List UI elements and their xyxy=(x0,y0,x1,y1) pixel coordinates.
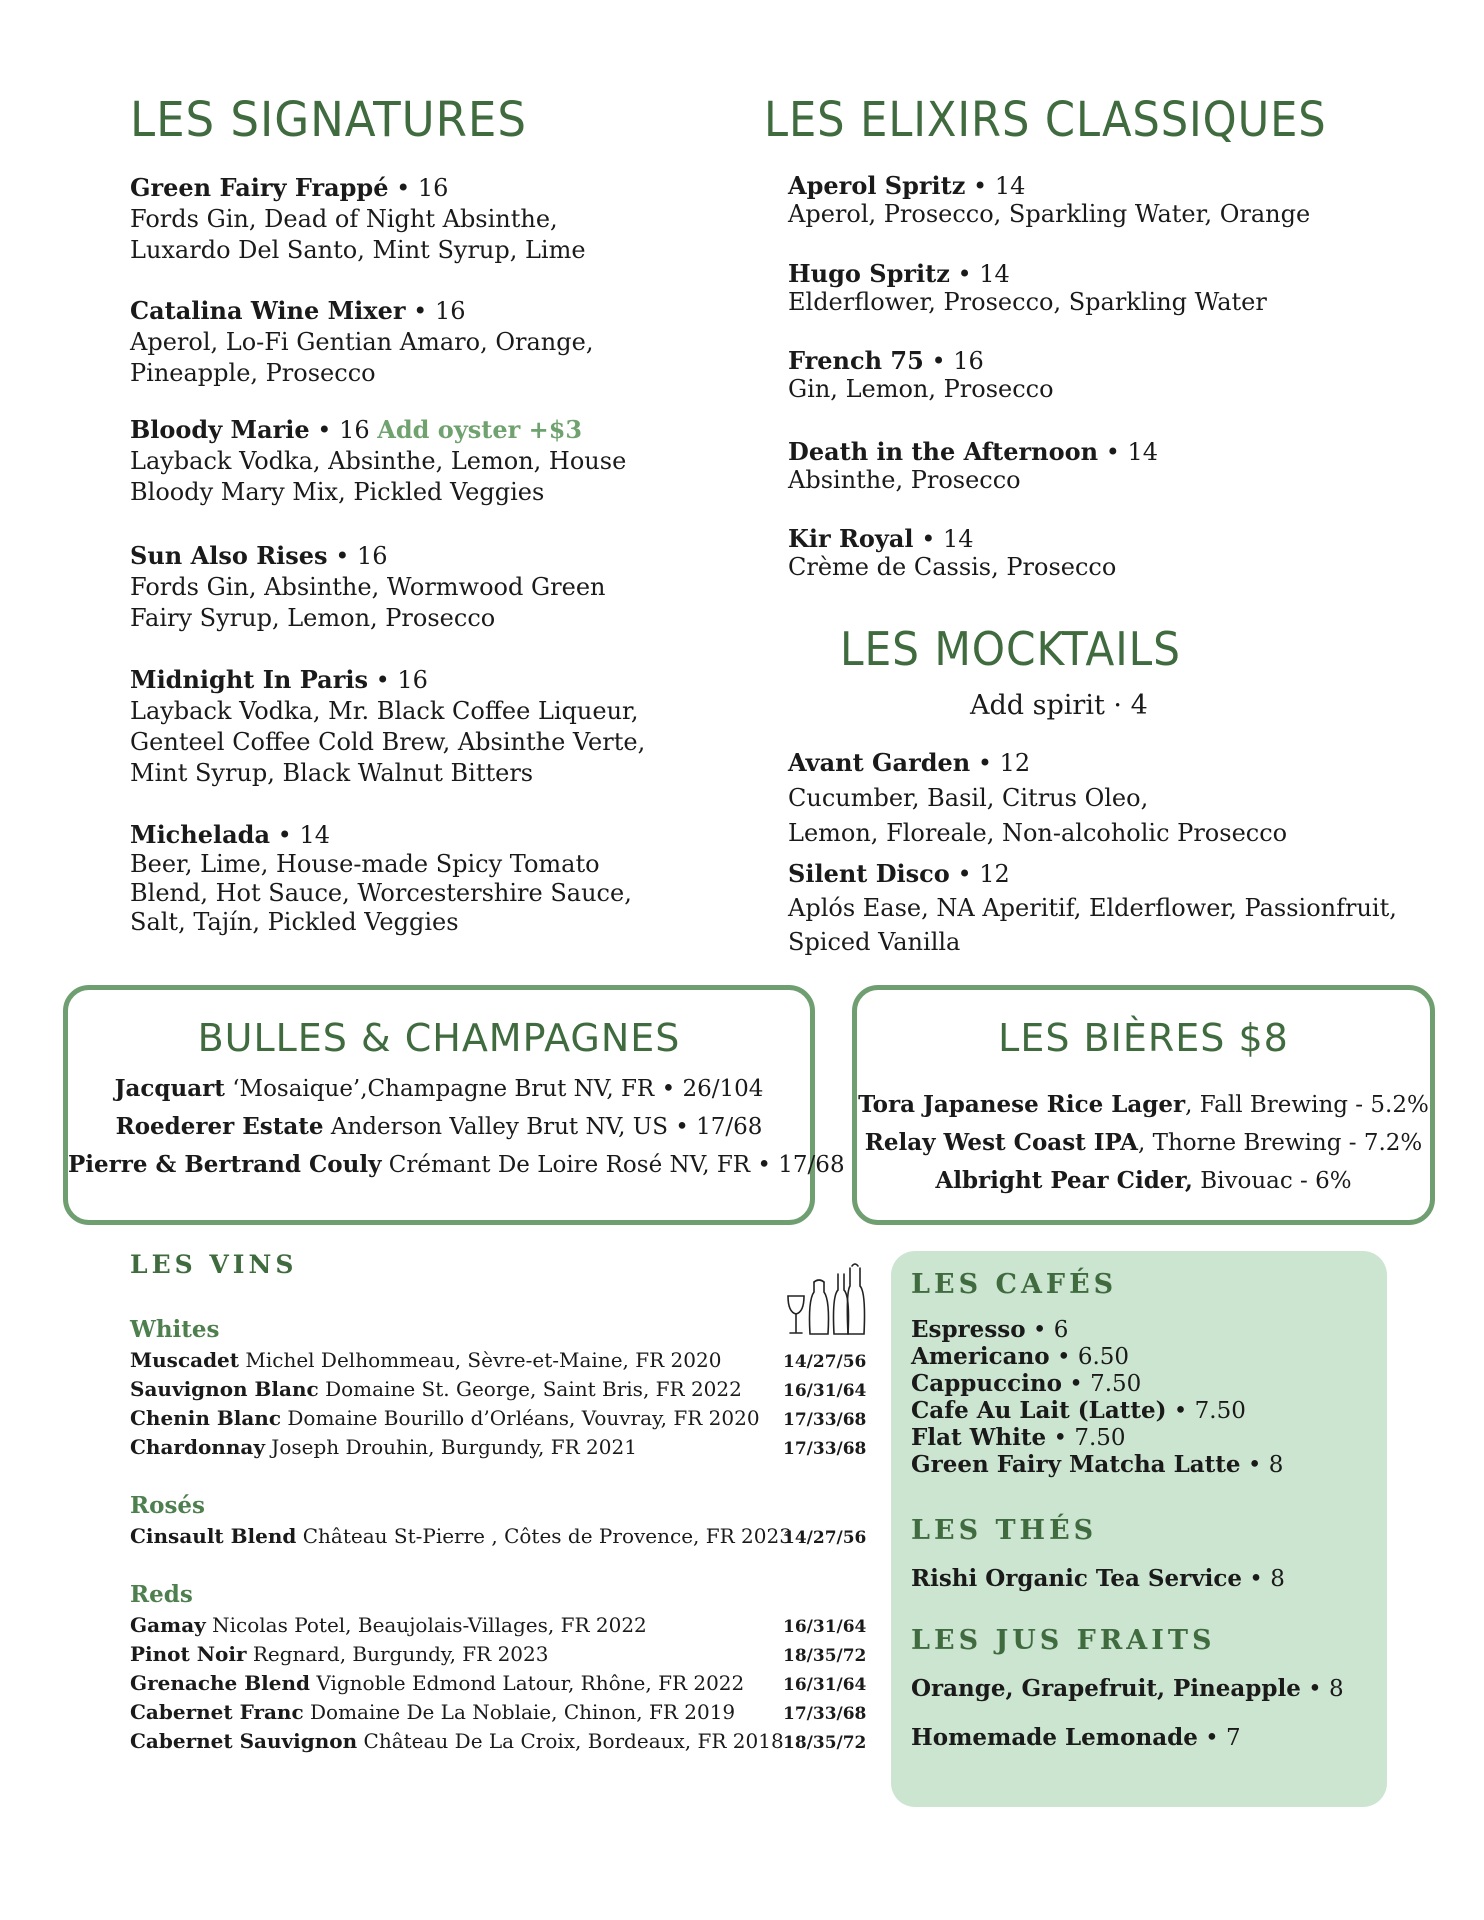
wine-detail: ‘Mosaique’,Champagne Brut NV, FR • 26/104 xyxy=(224,1076,764,1102)
biere-line xyxy=(857,1086,1430,1124)
classiques-title: LES ELIXIRS CLASSIQUES xyxy=(764,92,1327,148)
item-price: • 16 xyxy=(375,666,428,694)
cafe-item xyxy=(911,1451,1283,1479)
item-desc: Fairy Syrup, Lemon, Prosecco xyxy=(130,604,496,632)
wine-variety: Gamay xyxy=(130,1613,206,1637)
item-name: Rishi Organic Tea Service xyxy=(911,1565,1242,1592)
beer-name: Tora Japanese Rice Lager xyxy=(858,1091,1186,1118)
beer-name: Relay West Coast IPA xyxy=(864,1129,1139,1156)
wine-price: 17/33/68 xyxy=(783,1439,867,1459)
wine-detail: Château St-Pierre , Côtes de Provence, FR 2023 xyxy=(296,1524,792,1548)
item-name: Avant Garden xyxy=(788,748,971,777)
item-price: • 7.50 xyxy=(1061,1371,1142,1397)
item-desc: Elderflower, Prosecco, Sparkling Water xyxy=(788,288,1267,316)
wine-detail: Anderson Valley Brut NV, US • 17/68 xyxy=(323,1114,763,1140)
bulles-line xyxy=(68,1146,845,1184)
mocktails-subtitle: Add spirit · 4 xyxy=(970,690,1148,721)
bulles-line xyxy=(68,1070,810,1108)
menu-item xyxy=(130,414,626,508)
item-price: • 6.50 xyxy=(1049,1344,1130,1370)
wine-row xyxy=(130,1729,870,1757)
item-name: Silent Disco xyxy=(788,859,950,888)
roses-label: Rosés xyxy=(130,1492,205,1519)
juice-item xyxy=(911,1675,1344,1703)
add-oyster-note: Add oyster +$3 xyxy=(377,415,583,444)
wine-variety: Grenache Blend xyxy=(130,1671,310,1695)
wine-detail: Domaine St. George, Saint Bris, FR 2022 xyxy=(318,1377,742,1401)
wine-detail: Domaine De La Noblaie, Chinon, FR 2019 xyxy=(303,1700,736,1724)
item-name: Hugo Spritz xyxy=(788,259,950,288)
wine-name: Pierre & Bertrand Couly xyxy=(68,1151,382,1178)
item-desc: Salt, Tajín, Pickled Veggies xyxy=(130,908,459,936)
wine-variety: Cabernet Sauvignon xyxy=(130,1729,358,1753)
wine-row xyxy=(130,1700,870,1728)
wine-variety: Muscadet xyxy=(130,1348,240,1372)
item-name: Midnight In Paris xyxy=(130,665,368,694)
wine-variety: Chardonnay xyxy=(130,1435,265,1459)
menu-item xyxy=(788,347,1054,403)
wine-variety: Cabernet Franc xyxy=(130,1700,304,1724)
cafe-item xyxy=(911,1397,1246,1425)
wine-detail: Michel Delhommeau, Sèvre-et-Maine, FR 2020 xyxy=(239,1348,722,1372)
bulles-title: BULLES & CHAMPAGNES xyxy=(197,1016,681,1060)
item-name: Aperol Spritz xyxy=(788,171,966,200)
wine-name: Roederer Estate xyxy=(115,1113,324,1140)
item-desc: Pineapple, Prosecco xyxy=(130,359,376,387)
biere-line xyxy=(857,1124,1430,1162)
cafes-panel xyxy=(891,1251,1387,1807)
tea-item xyxy=(911,1565,1285,1593)
item-name: Homemade Lemonade xyxy=(911,1724,1198,1751)
item-price: • 14 xyxy=(957,260,1010,288)
wine-detail: Crémant De Loire Rosé NV, FR • 17/68 xyxy=(381,1152,845,1178)
bieres-title: LES BIÈRES $8 xyxy=(998,1016,1289,1060)
menu-item xyxy=(788,438,1158,494)
wine-price: 16/31/64 xyxy=(783,1617,867,1637)
reds-label: Reds xyxy=(130,1581,193,1608)
item-name: Cappuccino xyxy=(911,1370,1062,1397)
item-name: Kir Royal xyxy=(788,524,914,553)
wine-row xyxy=(130,1406,870,1434)
beer-detail: , Fall Brewing - 5.2% xyxy=(1185,1092,1429,1118)
cafes-title: LES CAFÉS xyxy=(911,1269,1118,1300)
wine-detail: Domaine Bourillo d’Orléans, Vouvray, FR 2020 xyxy=(281,1406,760,1430)
menu-item xyxy=(788,745,1287,851)
item-price: • 12 xyxy=(977,749,1031,777)
wine-price: 18/35/72 xyxy=(783,1733,867,1753)
item-desc: Layback Vodka, Mr. Black Coffee Liqueur, xyxy=(130,697,639,725)
jus-title: LES JUS FRAITS xyxy=(911,1625,1216,1656)
wine-variety: Cinsault Blend xyxy=(130,1524,297,1548)
wine-price: 17/33/68 xyxy=(783,1704,867,1724)
bieres-box xyxy=(852,985,1435,1225)
wine-price: 16/31/64 xyxy=(783,1675,867,1695)
wine-price: 18/35/72 xyxy=(783,1646,867,1666)
wine-detail: Regnard, Burgundy, FR 2023 xyxy=(246,1642,549,1666)
item-name: Orange, Grapefruit, Pineapple xyxy=(911,1675,1301,1702)
item-price: • 8 xyxy=(1240,1452,1284,1478)
item-desc: Fords Gin, Dead of Night Absinthe, xyxy=(130,205,558,233)
menu-item xyxy=(130,820,632,937)
item-desc: Luxardo Del Santo, Mint Syrup, Lime xyxy=(130,236,586,264)
wine-detail: Vignoble Edmond Latour, Rhône, FR 2022 xyxy=(310,1671,745,1695)
wine-variety: Sauvignon Blanc xyxy=(130,1377,319,1401)
wine-row xyxy=(130,1435,870,1463)
item-price: • 6 xyxy=(1025,1317,1069,1343)
menu-item xyxy=(130,664,645,789)
item-price: • 14 xyxy=(277,821,330,849)
wine-row xyxy=(130,1613,870,1641)
item-name: Michelada xyxy=(130,820,271,849)
wine-row xyxy=(130,1377,870,1405)
item-desc: Absinthe, Prosecco xyxy=(788,466,1021,494)
wine-variety: Pinot Noir xyxy=(130,1642,247,1666)
item-desc: Crème de Cassis, Prosecco xyxy=(788,553,1117,581)
beer-name: Albright Pear Cider, xyxy=(935,1167,1193,1194)
item-price: • 16 xyxy=(335,542,388,570)
item-price: • 16 xyxy=(413,297,466,325)
vins-title: LES VINS xyxy=(130,1250,298,1279)
wine-row xyxy=(130,1524,870,1552)
item-name: Sun Also Rises xyxy=(130,541,328,570)
item-name: Flat White xyxy=(911,1424,1047,1451)
item-name: French 75 xyxy=(788,346,924,375)
juice-item xyxy=(911,1724,1241,1752)
item-price: • 7.50 xyxy=(1046,1425,1126,1451)
item-name: Green Fairy Frappé xyxy=(130,173,389,202)
item-name: Espresso xyxy=(911,1316,1026,1343)
item-desc: Lemon, Floreale, Non-alcoholic Prosecco xyxy=(788,819,1288,847)
item-desc: Bloody Mary Mix, Pickled Veggies xyxy=(130,478,545,506)
item-desc: Fords Gin, Absinthe, Wormwood Green xyxy=(130,573,606,601)
cafe-item xyxy=(911,1343,1129,1371)
item-price: • 8 xyxy=(1300,1676,1344,1702)
beer-detail: , Thorne Brewing - 7.2% xyxy=(1138,1130,1423,1156)
item-price: • 8 xyxy=(1242,1566,1285,1592)
menu-item xyxy=(788,857,1397,959)
item-desc: Genteel Coffee Cold Brew, Absinthe Verte, xyxy=(130,728,646,756)
item-name: Americano xyxy=(911,1343,1050,1370)
item-name: Catalina Wine Mixer xyxy=(130,296,406,325)
item-desc: Blend, Hot Sauce, Worcestershire Sauce, xyxy=(130,879,632,907)
menu-item xyxy=(788,260,1267,316)
item-price: • 16 xyxy=(396,174,449,202)
item-desc: Gin, Lemon, Prosecco xyxy=(788,375,1054,403)
wine-row xyxy=(130,1348,870,1376)
item-desc: Aperol, Prosecco, Sparkling Water, Orange xyxy=(788,200,1311,228)
item-name: Green Fairy Matcha Latte xyxy=(911,1451,1241,1478)
whites-label: Whites xyxy=(130,1316,220,1343)
menu-item xyxy=(788,172,1310,228)
item-price: • 14 xyxy=(921,525,974,553)
wine-price: 14/27/56 xyxy=(783,1528,867,1548)
item-price: • 16 xyxy=(931,347,984,375)
wine-detail: Joseph Drouhin, Burgundy, FR 2021 xyxy=(264,1435,637,1459)
bulles-box xyxy=(63,985,845,1225)
item-price: • 14 xyxy=(1105,438,1159,466)
item-price: • 12 xyxy=(957,860,1010,888)
beer-detail: Bivouac - 6% xyxy=(1192,1168,1352,1194)
item-desc: Beer, Lime, House-made Spicy Tomato xyxy=(130,850,600,878)
item-name: Death in the Afternoon xyxy=(788,437,1099,466)
item-price: • 14 xyxy=(973,172,1026,200)
item-price: • 7 xyxy=(1197,1725,1241,1751)
item-price: • 7.50 xyxy=(1166,1398,1246,1424)
cafe-item xyxy=(911,1424,1126,1452)
menu-item xyxy=(130,172,586,266)
item-desc: Mint Syrup, Black Walnut Bitters xyxy=(130,759,534,787)
item-name: Cafe Au Lait (Latte) xyxy=(911,1397,1167,1424)
signatures-title: LES SIGNATURES xyxy=(130,92,527,148)
item-name: Bloody Marie xyxy=(130,415,310,444)
wine-detail: Château De La Croix, Bordeaux, FR 2018 xyxy=(357,1729,784,1753)
wine-row xyxy=(130,1642,870,1670)
item-desc: Cucumber, Basil, Citrus Oleo, xyxy=(788,784,1149,812)
menu-item xyxy=(130,295,593,389)
item-desc: Aperol, Lo-Fi Gentian Amaro, Orange, xyxy=(130,328,594,356)
wine-name: Jacquart xyxy=(114,1075,225,1102)
bulles-line xyxy=(68,1108,810,1146)
biere-line xyxy=(857,1162,1430,1200)
menu-item xyxy=(788,525,1116,581)
wine-price: 17/33/68 xyxy=(783,1410,867,1430)
wine-variety: Chenin Blanc xyxy=(130,1406,282,1430)
item-desc: Aplós Ease, NA Aperitif, Elderflower, Passionfruit, xyxy=(788,894,1397,922)
wine-price: 16/31/64 xyxy=(783,1381,867,1401)
thes-title: LES THÉS xyxy=(911,1515,1098,1546)
wine-glasses-bottles-icon xyxy=(784,1262,876,1338)
item-desc: Layback Vodka, Absinthe, Lemon, House xyxy=(130,447,627,475)
cafe-item xyxy=(911,1370,1141,1398)
mocktails-title: LES MOCKTAILS xyxy=(840,622,1181,676)
wine-row xyxy=(130,1671,870,1699)
wine-price: 14/27/56 xyxy=(783,1352,867,1372)
item-desc: Spiced Vanilla xyxy=(788,928,961,956)
wine-detail: Nicolas Potel, Beaujolais-Villages, FR 2022 xyxy=(205,1613,647,1637)
menu-item xyxy=(130,540,606,634)
item-price: • 16 xyxy=(317,416,370,444)
cafe-item xyxy=(911,1316,1068,1344)
